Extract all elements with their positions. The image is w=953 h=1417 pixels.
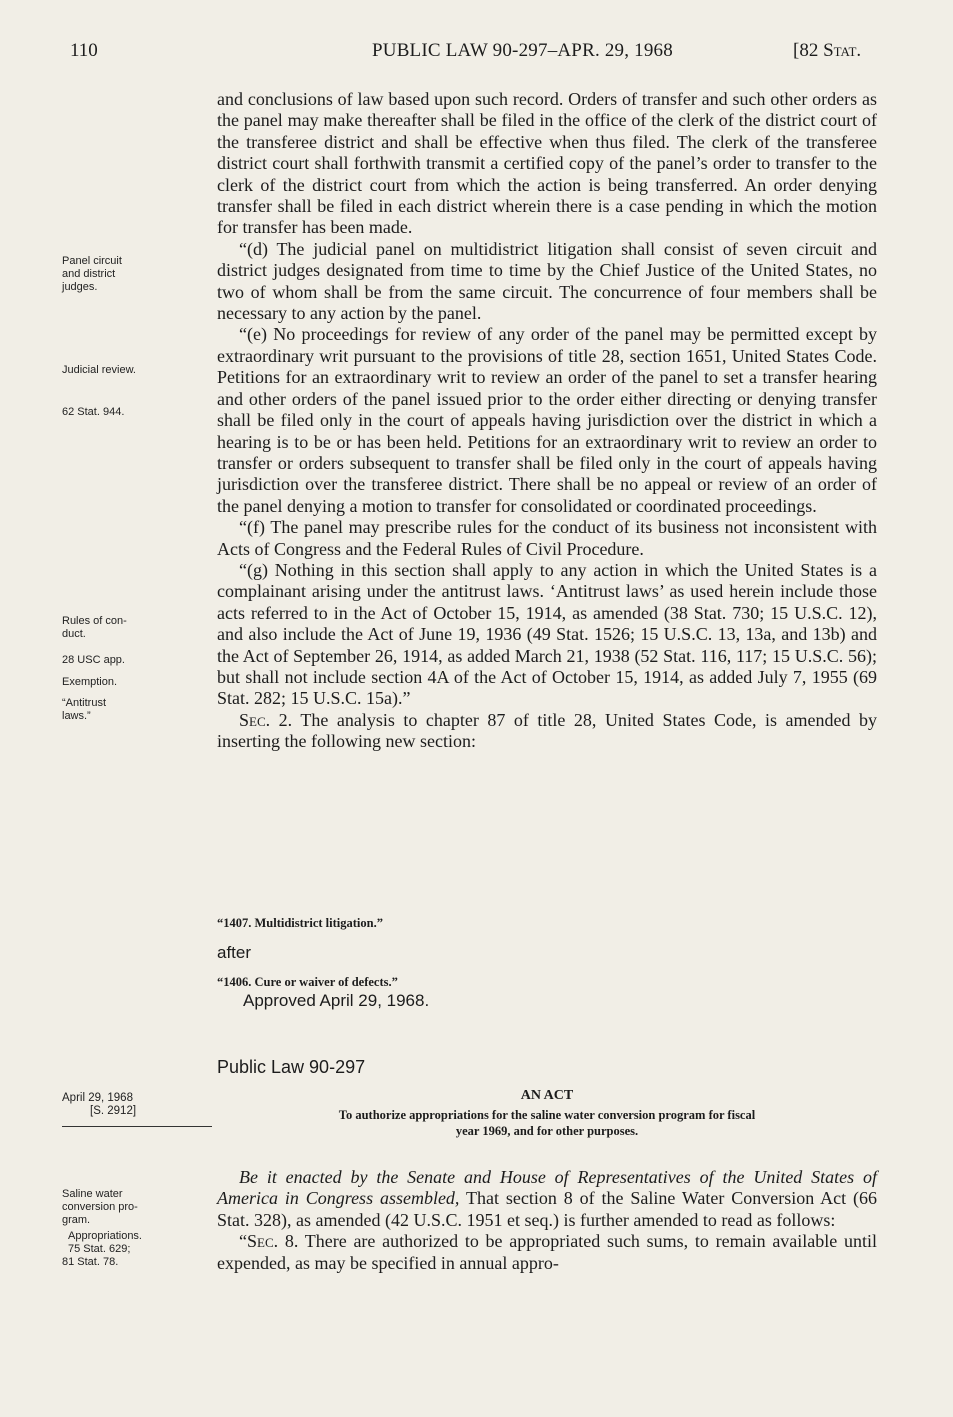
- insert-1406: “1406. Cure or waiver of defects.”: [217, 975, 398, 989]
- margin-note-saline: Saline water conversion pro- gram.: [62, 1188, 138, 1226]
- margin-note-rules: Rules of con- duct.: [62, 615, 127, 640]
- margin-note-date: April 29, 1968 [S. 2912]: [62, 1092, 202, 1118]
- word-after: after: [217, 943, 252, 962]
- an-act-heading: AN ACT: [520, 1088, 574, 1103]
- volume-prefix: [82: [793, 40, 824, 61]
- margin-note-antitrust: “Antitrust laws.”: [62, 697, 107, 722]
- paragraph-sec2: Sec. 2. The analysis to chapter 87 of title 28, United States Code, is amended by inserting the following new section:: [217, 709, 878, 752]
- margin-note-stat-944: 62 Stat. 944.: [62, 406, 125, 418]
- volume-stat: Stat.: [823, 40, 862, 61]
- enacting-formula: Be it enacted by the Senate and House of Representatives of the United States of America in Congress assembled,: [217, 1167, 877, 1209]
- paragraph-d: “(d) The judicial panel on multidistrict litigation shall consist of seven circuit and district judges designated from time to time by the Chief Justice of the United States, no two of whom shall be from the same circuit. The concurrence of four members shall be necessary to any action by the panel.: [217, 238, 877, 324]
- margin-note-appropriations: Appropriations. 75 Stat. 629; 81 Stat. 78.: [62, 1230, 142, 1268]
- sec8-label: Sec. 8.: [247, 1231, 299, 1252]
- sec2-label: Sec. 2.: [239, 709, 293, 730]
- paragraph-g: “(g) Nothing in this section shall apply to any action in which the United States is a complainant arising under the antitrust laws. ‘Antitrust laws’ as used herein include those acts referred to in the Act of October 15, 1914, as amended (38 Stat. 730; 15 U.S.C. 12), and also include the Act of June 19, 1936 (49 Stat. 1526; 15 U.S.C. 13, 13a, and 13b) and the Act of September 26, 1914, as added March 21, 1938 (52 Stat. 116, 117; 15 U.S.C. 56); but shall not include section 4A of the Act of October 15, 1914, as added July 7, 1955 (69 Stat. 282; 15 U.S.C. 15a).”: [217, 559, 877, 709]
- margin-note-exemption: Exemption.: [62, 676, 118, 688]
- paragraph-e: “(e) No proceedings for review of any order of the panel may be permitted except by extraordinary writ pursuant to the provisions of title 28, section 1651, United States Code. Petitions for an extraordinary writ to review an order of the panel to set a transfer hearing and other orders of the panel issued prior to the order either directing or denying transfer shall be filed only in the court of appeals having jurisdiction over the district in which a hearing is to be or has been held. Petitions for an extraordinary writ to review an order to transfer or orders subsequent to transfer shall be filed only in the court of appeals having jurisdiction over the transferee district. There shall be no appeal or review of an order of the panel denying a motion to transfer for consolidated or coordinated proceedings.: [217, 324, 877, 516]
- insert-1407: “1407. Multidistrict litigation.”: [217, 916, 383, 930]
- page-number: 110: [70, 40, 98, 61]
- paragraph-f: “(f) The panel may prescribe rules for the conduct of its business not inconsistent with Acts of Congress and the Federal Rules of Civil Procedure.: [217, 517, 877, 559]
- public-law-heading: Public Law 90-297: [217, 1057, 366, 1077]
- paragraph-transfer-orders: and conclusions of law based upon such record. Orders of transfer and such other orders as the panel may make thereafter shall be filed in the office of the clerk of the district court of the transferee district and shall be effective when thus filed. The clerk of the transferee district court shall forthwith transmit a certified copy of the panel’s order to transfer to the clerk of the district court from which the action is being transferred. An order denying transfer shall be filed in each district wherein there is a case pending in which the motion for transfer has been made.: [217, 89, 877, 238]
- margin-note-panel-judges: Panel circuit and district judges.: [62, 255, 122, 293]
- approved-date: Approved April 29, 1968.: [243, 991, 430, 1010]
- running-title: PUBLIC LAW 90-297–APR. 29, 1968: [372, 40, 673, 61]
- enacting-clause: Be it enacted by the Senate and House of Representatives of the United States of America in Congress assembled, That section 8 of the Saline Water Conversion Act (66 Stat. 328), as amended (42 U.S.C. 1951 et seq.) is further amended to read as follows: “Sec. 8. There are authorized to be appropriated such sums, to remain available until expended, as may be specified in annual appro-: [217, 1167, 877, 1273]
- act-purpose: To authorize appropriations for the saline water conversion program for fiscal year 1969, and for other purposes.: [338, 1108, 756, 1138]
- volume-reference: [793, 40, 861, 62]
- margin-note-bill: [S. 2912]: [90, 1105, 137, 1117]
- body-text: [217, 89, 877, 753]
- margin-note-usc-app: 28 USC app.: [62, 654, 125, 666]
- margin-rule: [62, 1126, 212, 1127]
- paragraph-sec8: “Sec. 8. There are authorized to be appropriated such sums, to remain available until expended, as may be specified in annual appro-: [217, 1231, 877, 1273]
- margin-note-judicial-review: Judicial review.: [62, 364, 136, 376]
